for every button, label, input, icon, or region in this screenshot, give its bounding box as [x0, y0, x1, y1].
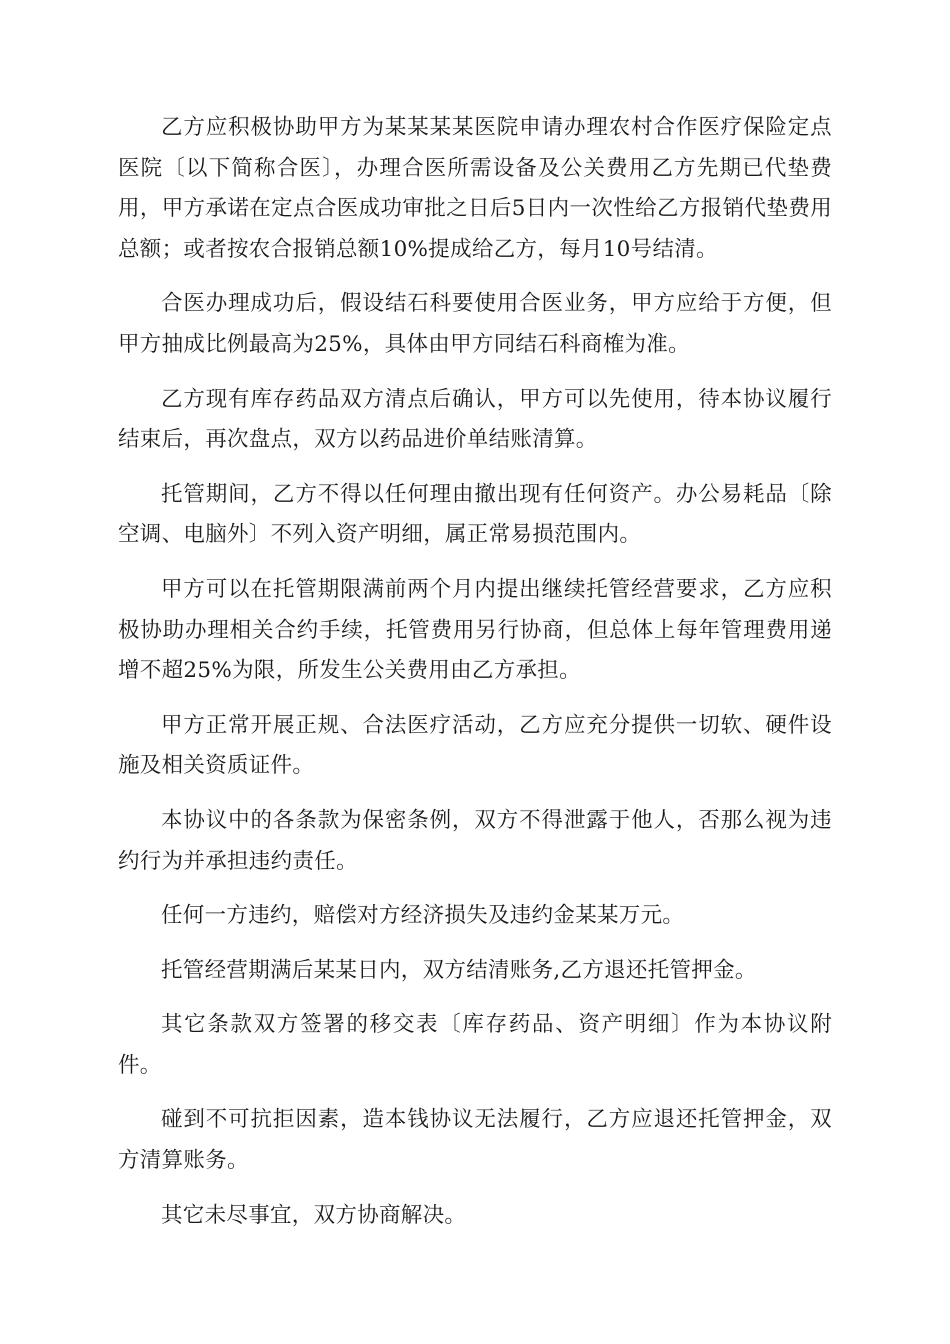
clause-paragraph-9: 托管经营期满后某某日内，双方结清账务,乙方退还托管押金。	[161, 957, 757, 983]
clause-paragraph-7: 本协议中的各条款为保密条例，双方不得泄露于他人，否那么视为违约行为并承担违约责任。	[118, 807, 832, 874]
clause-paragraph-2: 合医办理成功后，假设结石科要使用合医业务，甲方应给于方便，但甲方抽成比例最高为25%，具体由甲方同结石科商榷为准。	[118, 291, 832, 357]
clause-paragraph-10: 其它条款双方签署的移交表〔库存药品、资产明细〕作为本协议附件。	[118, 1012, 832, 1078]
clause-paragraph-3: 乙方现有库存药品双方清点后确认，甲方可以先使用，待本协议履行结束后，再次盘点，双方以药品进价单结账清算。	[118, 386, 832, 453]
clause-paragraph-1: 乙方应积极协助甲方为某某某某医院申请办理农村合作医疗保险定点医院〔以下简称合医〕，办理合医所需设备及公关费用乙方先期已代垫费用，甲方承诺在定点合医成功审批之日后5日内一次性给乙方报销代垫费用总额；或者按农合报销总额10%提成给乙方，每月10号结清。	[118, 115, 832, 262]
clause-paragraph-6: 甲方正常开展正规、合法医疗活动，乙方应充分提供一切软、硬件设施及相关资质证件。	[118, 712, 832, 779]
clause-paragraph-8: 任何一方违约，赔偿对方经济损失及违约金某某万元。	[161, 903, 685, 929]
clause-paragraph-12: 其它未尽事宜，双方协商解决。	[161, 1202, 467, 1228]
clause-paragraph-11: 碰到不可抗拒因素，造本钱协议无法履行，乙方应退还托管押金，双方清算账务。	[118, 1107, 832, 1174]
clause-paragraph-4: 托管期间，乙方不得以任何理由撤出现有任何资产。办公易耗品〔除空调、电脑外〕不列入资产明细，属正常易损范围内。	[118, 481, 832, 548]
clause-paragraph-5: 甲方可以在托管期限满前两个月内提出继续托管经营要求，乙方应积极协助办理相关合约手续，托管费用另行协商，但总体上每年管理费用递增不超25%为限，所发生公关费用由乙方承担。	[118, 576, 832, 684]
